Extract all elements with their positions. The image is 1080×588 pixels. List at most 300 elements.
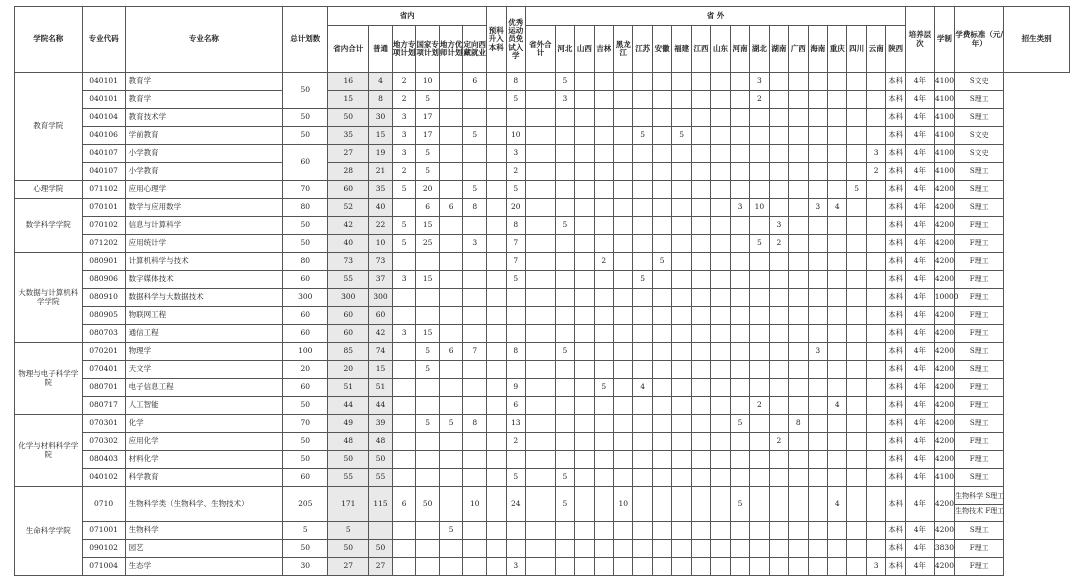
data-cell [750,145,769,163]
data-cell [808,109,827,127]
duration-cell: 4年 [906,325,935,343]
data-cell [575,469,594,487]
data-cell [750,379,769,397]
fee-cell: 4200 [934,487,954,522]
data-cell [866,397,885,415]
data-cell [575,415,594,433]
data-cell [652,289,671,307]
level-cell: 本科 [886,522,906,540]
data-cell: 50 [369,540,393,558]
data-cell [847,361,866,379]
category-value: F理工 [969,310,989,319]
category-cell [955,181,1004,199]
data-cell [672,343,691,361]
level-cell: 本科 [886,343,906,361]
category-value: 生物技术 F理工 [955,506,1005,515]
data-cell: 35 [328,127,369,145]
data-cell [789,145,808,163]
data-cell [672,109,691,127]
data-cell [633,451,652,469]
level-cell: 本科 [886,361,906,379]
data-cell [828,109,847,127]
data-cell [506,109,525,127]
fee-cell: 4100 [934,109,954,127]
data-cell [439,361,463,379]
data-cell [463,469,487,487]
data-cell [652,307,671,325]
data-cell: 5 [506,181,525,199]
data-cell [652,217,671,235]
data-cell: 21 [369,163,393,181]
data-cell [711,558,730,576]
header-province: 安徽 [652,26,671,73]
data-cell [439,433,463,451]
data-cell [769,361,788,379]
data-cell [750,109,769,127]
major-code-cell: 040106 [82,127,125,145]
table-row [15,109,1070,127]
level-cell: 本科 [886,163,906,181]
major-code-cell: 070301 [82,415,125,433]
category-cell [955,415,1004,433]
data-cell [672,307,691,325]
data-cell [847,271,866,289]
data-cell: 85 [328,343,369,361]
data-cell [730,235,749,253]
major-code-cell: 040102 [82,469,125,487]
data-cell [369,522,393,540]
data-cell [730,109,749,127]
data-cell [808,469,827,487]
level-cell: 本科 [886,127,906,145]
data-cell [463,289,487,307]
major-name-cell: 生态学 [125,558,283,576]
total-plan-cell: 20 [283,361,328,379]
data-cell [691,307,710,325]
category-cell [955,451,1004,469]
data-cell [730,127,749,145]
data-cell [416,307,440,325]
major-code-cell: 090102 [82,540,125,558]
data-cell [789,91,808,109]
data-cell [847,415,866,433]
data-cell [769,522,788,540]
data-cell [750,540,769,558]
data-cell: 40 [328,235,369,253]
data-cell [575,397,594,415]
data-cell [652,397,671,415]
total-plan-cell: 80 [283,199,328,217]
duration-cell: 4年 [906,522,935,540]
data-cell: 5 [439,415,463,433]
category-cell [955,379,1004,397]
college-name-cell: 数学科学学院 [15,199,83,253]
data-cell [416,540,440,558]
data-cell [614,469,633,487]
data-cell [808,379,827,397]
data-cell: 4 [369,73,393,91]
total-plan-cell: 300 [283,289,328,307]
data-cell [594,199,613,217]
header-province: 海南 [808,26,827,73]
data-cell [828,415,847,433]
data-cell [525,451,555,469]
data-cell [808,307,827,325]
data-cell [847,199,866,217]
data-cell [808,235,827,253]
fee-cell: 4200 [934,397,954,415]
data-cell [487,289,506,307]
header-in-total: 省内合计 [328,26,369,73]
duration-cell: 4年 [906,199,935,217]
data-cell [750,558,769,576]
data-cell [691,73,710,91]
data-cell: 60 [369,307,393,325]
category-value: S文史 [969,76,989,85]
data-cell [463,271,487,289]
category-value: 生物科学 S理工 [955,493,1003,505]
data-cell [463,540,487,558]
data-cell [730,558,749,576]
data-cell: 27 [328,558,369,576]
data-cell [730,145,749,163]
data-cell: 48 [369,433,393,451]
data-cell: 44 [369,397,393,415]
data-cell [866,307,885,325]
duration-cell: 4年 [906,163,935,181]
header-province: 吉林 [594,26,613,73]
data-cell [750,469,769,487]
data-cell [769,289,788,307]
data-cell: 2 [392,91,416,109]
category-cell [955,145,1004,163]
header-row-top [15,7,1070,26]
data-cell [652,487,671,522]
data-cell: 5 [328,522,369,540]
category-value: S文史 [969,130,989,139]
header-general: 普通 [369,26,393,73]
data-cell: 8 [463,415,487,433]
data-cell [555,109,574,127]
data-cell [789,199,808,217]
data-cell [614,181,633,199]
header-province: 江苏 [633,26,652,73]
data-cell [789,307,808,325]
data-cell [575,109,594,127]
college-name-cell: 物理与电子科学学院 [15,343,83,415]
fee-cell: 4100 [934,127,954,145]
data-cell [525,540,555,558]
level-cell: 本科 [886,217,906,235]
major-code-cell: 070101 [82,199,125,217]
data-cell: 5 [672,127,691,145]
data-cell [691,163,710,181]
data-cell: 74 [369,343,393,361]
total-plan-cell: 205 [283,487,328,522]
data-cell [487,433,506,451]
data-cell: 15 [369,361,393,379]
college-name-cell: 化学与材料科学学院 [15,415,83,487]
major-code-cell: 071202 [82,235,125,253]
data-cell [672,181,691,199]
data-cell [555,379,574,397]
header-level: 培养层次 [906,7,935,73]
data-cell: 5 [594,379,613,397]
data-cell [525,289,555,307]
data-cell: 3 [808,343,827,361]
data-cell: 5 [633,271,652,289]
data-cell [808,522,827,540]
data-cell [828,469,847,487]
data-cell [487,163,506,181]
data-cell [633,433,652,451]
data-cell [633,540,652,558]
total-plan-cell: 50 [283,540,328,558]
data-cell [392,469,416,487]
data-cell [652,415,671,433]
data-cell [750,217,769,235]
data-cell [672,469,691,487]
data-cell [575,540,594,558]
data-cell [614,163,633,181]
data-cell: 5 [652,253,671,271]
data-cell: 3 [808,199,827,217]
data-cell [392,343,416,361]
major-name-cell: 计算机科学与技术 [125,253,283,271]
data-cell: 20 [416,181,440,199]
data-cell [575,343,594,361]
data-cell [769,163,788,181]
data-cell [847,253,866,271]
data-cell: 2 [750,397,769,415]
data-cell: 5 [730,415,749,433]
fee-cell: 4200 [934,433,954,451]
data-cell [711,415,730,433]
data-cell [416,469,440,487]
data-cell [789,127,808,145]
major-code-cell: 080701 [82,379,125,397]
major-name-cell: 化学 [125,415,283,433]
data-cell [487,307,506,325]
data-cell [487,127,506,145]
level-cell: 本科 [886,558,906,576]
data-cell: 22 [369,217,393,235]
table-row [15,433,1070,451]
data-cell [614,361,633,379]
category-cell [955,361,1004,379]
data-cell: 6 [392,487,416,522]
data-cell [691,145,710,163]
data-cell [828,379,847,397]
data-cell [633,325,652,343]
header-athlete: 优秀运动员免试入学 [506,7,525,73]
total-plan-cell: 60 [283,271,328,289]
category-cell [955,469,1004,487]
data-cell [594,289,613,307]
data-cell [392,415,416,433]
level-cell: 本科 [886,379,906,397]
table-row [15,73,1070,91]
data-cell [789,289,808,307]
data-cell: 5 [392,217,416,235]
total-plan-cell: 80 [283,253,328,271]
data-cell [525,307,555,325]
header-tibet: 定向西藏就业 [463,26,487,73]
table-row [15,163,1070,181]
data-cell [463,361,487,379]
major-name-cell: 学前教育 [125,127,283,145]
data-cell [789,271,808,289]
data-cell [769,325,788,343]
major-code-cell: 080403 [82,451,125,469]
data-cell: 6 [463,73,487,91]
data-cell: 15 [416,271,440,289]
data-cell [691,361,710,379]
data-cell [594,325,613,343]
data-cell: 8 [506,73,525,91]
category-value: F理工 [969,328,989,337]
data-cell: 52 [328,199,369,217]
data-cell: 10 [463,487,487,522]
total-plan-cell: 50 [283,433,328,451]
data-cell [711,163,730,181]
data-cell [828,73,847,91]
data-cell [614,289,633,307]
data-cell [789,109,808,127]
data-cell [691,397,710,415]
data-cell [439,253,463,271]
data-cell [614,73,633,91]
data-cell [525,343,555,361]
data-cell [633,558,652,576]
duration-cell: 4年 [906,235,935,253]
data-cell [769,127,788,145]
category-cell [955,325,1004,343]
data-cell [652,540,671,558]
data-cell: 42 [328,217,369,235]
data-cell: 5 [506,91,525,109]
data-cell [652,558,671,576]
header-province: 湖北 [750,26,769,73]
total-plan-cell: 50 [283,127,328,145]
data-cell [672,235,691,253]
fee-cell: 10000 [934,289,954,307]
header-province: 云南 [866,26,885,73]
fee-cell: 4200 [934,522,954,540]
data-cell [691,343,710,361]
total-plan-cell: 60 [283,145,328,181]
category-cell [955,163,1004,181]
data-cell [633,361,652,379]
data-cell [463,397,487,415]
data-cell [392,379,416,397]
data-cell [614,379,633,397]
data-cell [672,558,691,576]
data-cell [633,522,652,540]
data-cell [828,253,847,271]
data-cell [828,361,847,379]
category-cell [955,397,1004,415]
data-cell [439,271,463,289]
data-cell [487,522,506,540]
data-cell [633,343,652,361]
data-cell [633,415,652,433]
header-out-province: 省 外 [525,7,905,26]
data-cell [769,73,788,91]
table-row [15,91,1070,109]
data-cell [633,289,652,307]
data-cell [750,181,769,199]
data-cell [575,127,594,145]
data-cell: 8 [369,91,393,109]
category-cell [955,522,1004,540]
fee-cell: 4100 [934,73,954,91]
data-cell: 2 [392,163,416,181]
header-total-plan: 总计划数 [283,7,328,73]
data-cell [652,522,671,540]
level-cell: 本科 [886,199,906,217]
data-cell [555,289,574,307]
data-cell [808,181,827,199]
data-cell [750,433,769,451]
data-cell [614,91,633,109]
data-cell [506,540,525,558]
data-cell [614,127,633,145]
data-cell: 2 [594,253,613,271]
category-cell [955,109,1004,127]
header-province: 广西 [789,26,808,73]
table-row [15,271,1070,289]
data-cell [614,433,633,451]
data-cell: 4 [633,379,652,397]
data-cell [439,487,463,522]
data-cell [730,181,749,199]
data-cell [672,522,691,540]
data-cell [789,361,808,379]
data-cell [652,91,671,109]
data-cell: 4 [828,199,847,217]
data-cell [487,91,506,109]
data-cell [439,109,463,127]
data-cell [487,451,506,469]
data-cell [711,397,730,415]
data-cell [652,127,671,145]
data-cell [594,522,613,540]
header-province: 山西 [575,26,594,73]
data-cell [866,540,885,558]
header-prep: 预科升入本科 [487,7,506,73]
data-cell [711,235,730,253]
data-cell [711,199,730,217]
data-cell [730,522,749,540]
data-cell [614,217,633,235]
data-cell [633,253,652,271]
data-cell [506,451,525,469]
data-cell [711,73,730,91]
data-cell [439,451,463,469]
data-cell [575,451,594,469]
duration-cell: 4年 [906,145,935,163]
data-cell [555,522,574,540]
data-cell [652,361,671,379]
data-cell [672,217,691,235]
data-cell: 51 [328,379,369,397]
major-code-cell: 071102 [82,181,125,199]
major-name-cell: 人工智能 [125,397,283,415]
data-cell [614,199,633,217]
data-cell [555,325,574,343]
data-cell [614,451,633,469]
